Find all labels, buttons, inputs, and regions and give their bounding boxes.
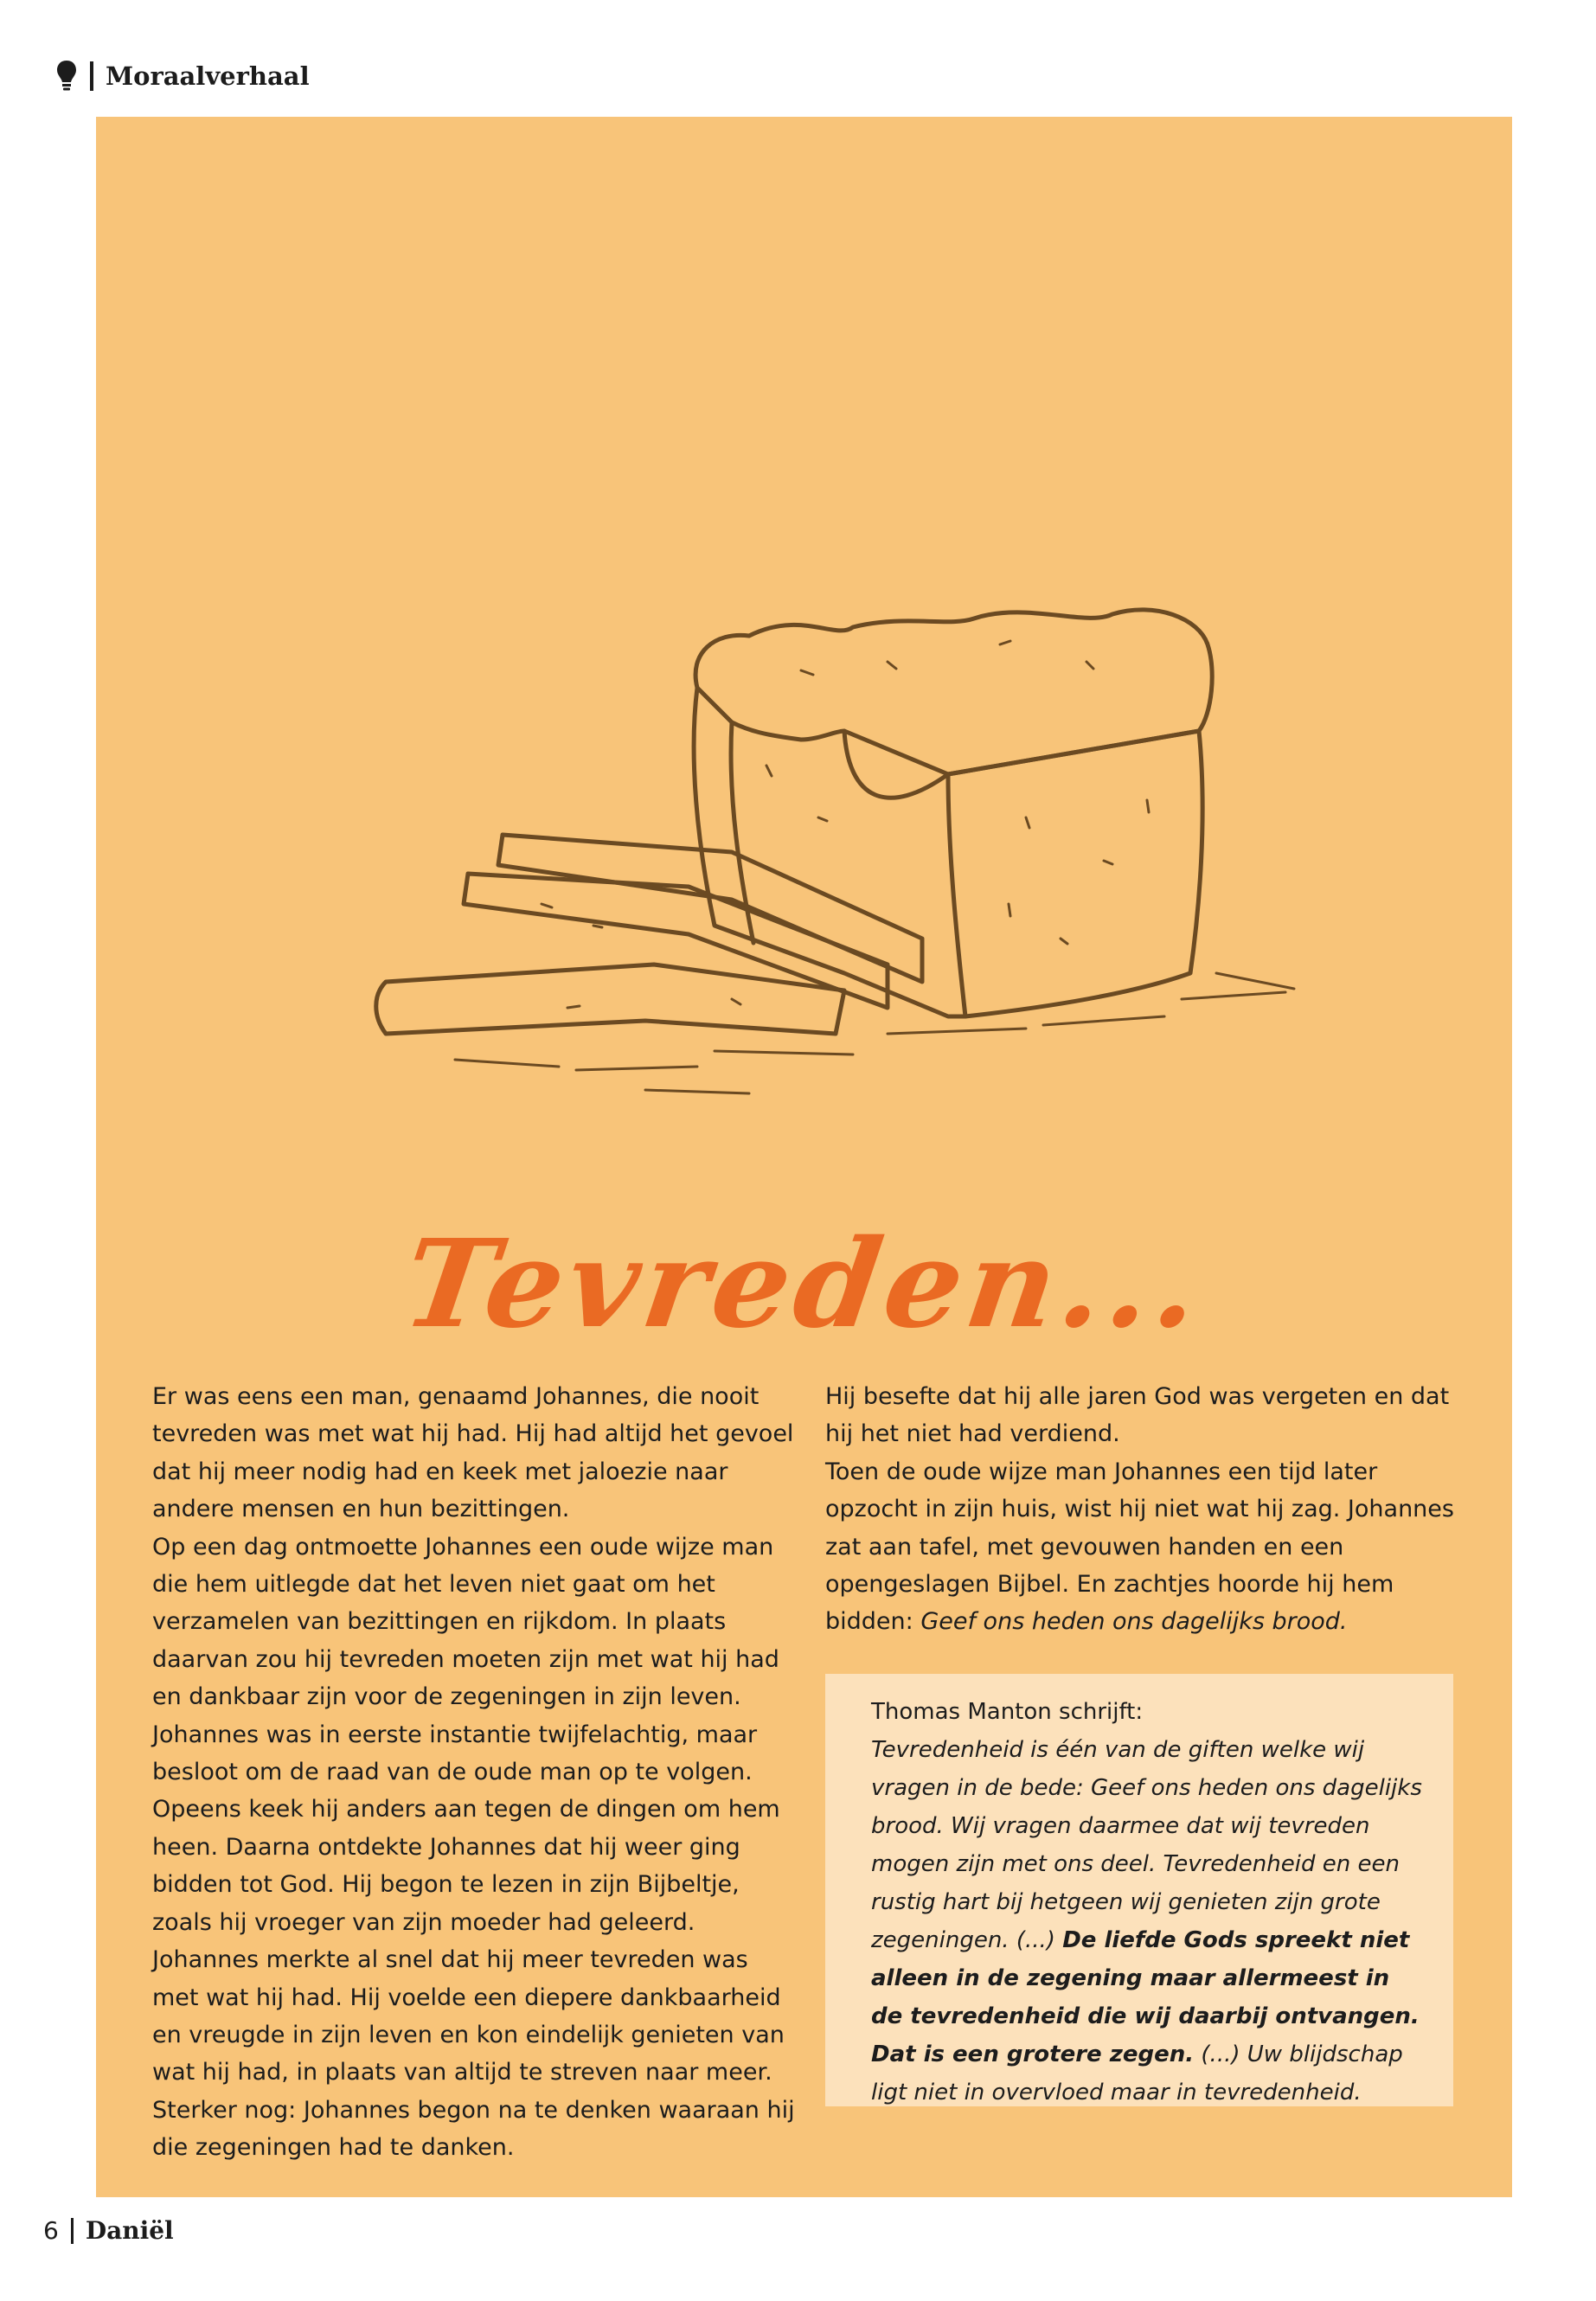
paragraph: Hij besefte dat hij alle jaren God was vergeten en dat hij het niet had verdiend. [825,1383,1450,1448]
quote-ellipsis: (...) [1201,2041,1240,2067]
paragraph-text: Toen de oude wijze man Johannes een tijd later opzocht in zijn huis, wist hij niet wat hij zag. Johannes zat aan tafel, met gevouwen handen en een opengeslagen Bijbel. En zachtjes hoorde hij hem bidden: [825,1458,1454,1636]
magazine-name: Daniël [85,2216,174,2245]
quote-box [825,1674,1453,2106]
paragraph: Op een dag ontmoette Johannes een oude wijze man die hem uitlegde dat het leven niet gaat om het verzamelen van bezittingen en rijkdom. In plaats daarvan zou hij tevreden moeten zijn met wat hij had en dankbaar zijn voor de zegeningen in zijn leven. [152,1533,779,1711]
page-header [55,55,310,97]
quote-intro: Thomas Manton schrijft: [871,1699,1144,1725]
footer-separator [71,2218,74,2244]
quote-text [871,1731,1427,2112]
lightbulb-icon [55,59,78,93]
article-title: Tevreden... [394,1214,1214,1356]
right-column [825,1378,1459,1641]
bread-loaf-illustration [282,454,1342,1112]
quote-bold-text: De liefde Gods spreekt niet alleen in de zegening maar allermeest in de tevredenheid die wij daarbij ontvangen. Dat is een grotere zegen. [871,1927,1420,2067]
page-number: 6 [43,2216,59,2245]
quote-text-1: Tevredenheid is één van de giften welke wij vragen in de bede: Geef ons heden ons dagelijks brood. Wij vragen daarmee dat wij tevreden mogen zijn met ons deel. Tevredenheid en een rustig hart bij hetgeen wij genieten zijn grote zegeningen. [871,1737,1422,1953]
paragraph [825,1453,1459,1641]
quote-text-2: Uw blijdschap ligt niet in overvloed maar in tevredenheid. [871,2041,1403,2106]
left-column [152,1378,797,2167]
page-footer [43,2216,174,2245]
section-label: Moraalverhaal [106,61,310,91]
quote-ellipsis: (...) [1016,1927,1055,1953]
prayer-quote: Geef ons heden ons dagelijks brood. [920,1608,1348,1636]
header-separator [90,61,93,91]
article-panel [96,117,1512,2197]
paragraph: Er was eens een man, genaamd Johannes, die nooit tevreden was met wat hij had. Hij had altijd het gevoel dat hij meer nodig had en keek met jaloezie naar andere mensen en hun bezittingen. [152,1383,794,1523]
paragraph: Johannes was in eerste instantie twijfelachtig, maar besloot om de raad van de oude man op te volgen. Opeens keek hij anders aan tegen de dingen om hem heen. Daarna ontdekte Johannes dat hij weer ging bidden tot God. Hij begon te lezen in zijn Bijbeltje, zoals hij vroeger van zijn moeder had geleerd. Johannes merkte al snel dat hij meer tevreden was met wat hij had. Hij voelde een diepere dankbaarheid en vreugde in zijn leven en kon eindelijk genieten van wat hij had, in plaats van altijd te streven naar meer. Sterker nog: Johannes begon na te denken waaraan hij die zegeningen had te danken. [152,1721,795,2162]
